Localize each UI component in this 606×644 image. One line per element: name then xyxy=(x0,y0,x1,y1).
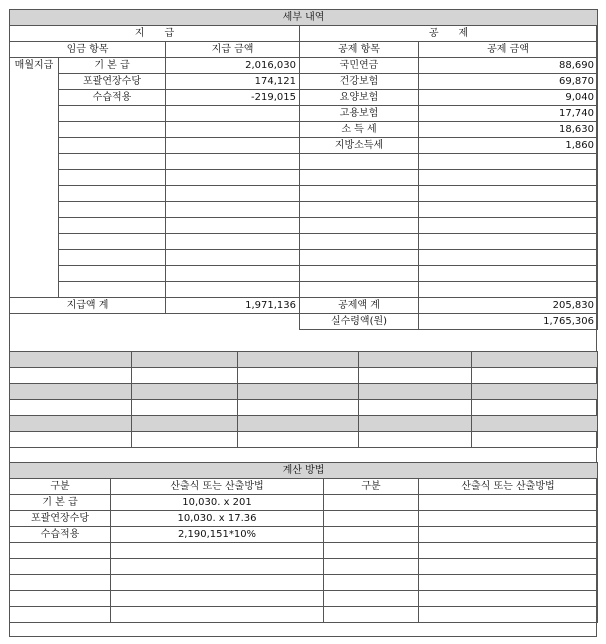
grid-cell xyxy=(359,384,472,400)
grid-cell xyxy=(10,368,132,384)
pay-item-name xyxy=(59,138,166,154)
pay-item-name: 기 본 급 xyxy=(59,58,166,74)
empty-cell xyxy=(59,250,166,266)
empty-cell xyxy=(324,559,419,575)
grid-cell xyxy=(10,352,132,368)
empty-cell xyxy=(419,186,598,202)
empty-cell xyxy=(59,154,166,170)
blank-area xyxy=(10,314,300,330)
empty-cell xyxy=(111,575,324,591)
grid-cell xyxy=(359,432,472,448)
empty-cell xyxy=(59,186,166,202)
deduct-header: 공 제 xyxy=(300,26,598,42)
deduct-item-name: 국민연금 xyxy=(300,58,419,74)
deduct-item-name: 요양보험 xyxy=(300,90,419,106)
empty-cell xyxy=(10,575,111,591)
grid-cell xyxy=(10,384,132,400)
calc-formula: 2,190,151*10% xyxy=(111,527,324,543)
grid-cell xyxy=(132,368,238,384)
empty-cell xyxy=(324,495,419,511)
empty-cell xyxy=(324,575,419,591)
empty-cell xyxy=(10,559,111,575)
empty-cell xyxy=(166,282,300,298)
pay-item-name xyxy=(59,122,166,138)
empty-cell xyxy=(419,527,598,543)
empty-cell xyxy=(300,250,419,266)
empty-cell xyxy=(419,495,598,511)
grid-cell xyxy=(238,368,359,384)
empty-cell xyxy=(10,591,111,607)
grid-cell xyxy=(238,384,359,400)
grid-cell xyxy=(472,432,598,448)
grid-cell xyxy=(132,400,238,416)
pay-item-amount: 2,016,030 xyxy=(166,58,300,74)
col-deduct-item: 공제 항목 xyxy=(300,42,419,58)
empty-cell xyxy=(300,266,419,282)
deduct-item-name: 고용보험 xyxy=(300,106,419,122)
monthly-label: 매월지급 xyxy=(10,58,59,298)
grid-cell xyxy=(359,352,472,368)
empty-cell xyxy=(324,607,419,623)
calc-kind: 포괄연장수당 xyxy=(10,511,111,527)
calc-table xyxy=(9,462,598,623)
empty-cell xyxy=(419,218,598,234)
grid-cell xyxy=(472,400,598,416)
empty-cell xyxy=(324,511,419,527)
empty-cell xyxy=(324,527,419,543)
empty-cell xyxy=(111,607,324,623)
grid-cell xyxy=(132,432,238,448)
grid-cell xyxy=(472,416,598,432)
grid-cell xyxy=(472,368,598,384)
empty-cell xyxy=(300,170,419,186)
empty-cell xyxy=(419,234,598,250)
deduct-item-name: 지방소득세 xyxy=(300,138,419,154)
calc-col-formula: 산출식 또는 산출방법 xyxy=(419,479,598,495)
net-pay-value: 1,765,306 xyxy=(419,314,598,330)
grid-cell xyxy=(10,432,132,448)
total-pay-label: 지급액 계 xyxy=(10,298,166,314)
calc-formula: 10,030. x 17.36 xyxy=(111,511,324,527)
empty-cell xyxy=(300,186,419,202)
empty-cell xyxy=(300,202,419,218)
empty-cell xyxy=(166,266,300,282)
empty-cell xyxy=(419,543,598,559)
empty-cell xyxy=(419,591,598,607)
total-deduct-value: 205,830 xyxy=(419,298,598,314)
col-pay-amount: 지급 금액 xyxy=(166,42,300,58)
deduct-item-amount: 88,690 xyxy=(419,58,598,74)
calc-formula: 10,030. x 201 xyxy=(111,495,324,511)
grid-cell xyxy=(359,400,472,416)
empty-cell xyxy=(166,202,300,218)
calc-col-formula: 산출식 또는 산출방법 xyxy=(111,479,324,495)
detail-table xyxy=(9,9,598,330)
empty-cell xyxy=(419,282,598,298)
grid-cell xyxy=(10,416,132,432)
pay-item-amount: -219,015 xyxy=(166,90,300,106)
empty-cell xyxy=(419,202,598,218)
grid-cell xyxy=(10,400,132,416)
empty-cell xyxy=(111,591,324,607)
empty-cell xyxy=(300,282,419,298)
calc-col-kind: 구분 xyxy=(10,479,111,495)
total-pay-value: 1,971,136 xyxy=(166,298,300,314)
empty-cell xyxy=(59,282,166,298)
empty-cell xyxy=(419,266,598,282)
empty-cell xyxy=(419,250,598,266)
detail-title: 세부 내역 xyxy=(10,10,598,26)
calc-kind: 기 본 급 xyxy=(10,495,111,511)
empty-cell xyxy=(59,218,166,234)
col-pay-item: 임금 항목 xyxy=(10,42,166,58)
empty-cell xyxy=(300,234,419,250)
empty-cell xyxy=(300,218,419,234)
grid-cell xyxy=(472,352,598,368)
empty-cell xyxy=(300,154,419,170)
grid-cell xyxy=(472,384,598,400)
empty-cell xyxy=(111,543,324,559)
empty-cell xyxy=(166,154,300,170)
grid-cell xyxy=(359,416,472,432)
col-deduct-amount: 공제 금액 xyxy=(419,42,598,58)
empty-cell xyxy=(324,543,419,559)
pay-item-amount xyxy=(166,138,300,154)
calc-col-kind: 구분 xyxy=(324,479,419,495)
grid-cell xyxy=(132,384,238,400)
grid-cell xyxy=(238,352,359,368)
deduct-item-amount: 9,040 xyxy=(419,90,598,106)
deduct-item-amount: 69,870 xyxy=(419,74,598,90)
grid-cell xyxy=(132,352,238,368)
deduct-item-amount: 18,630 xyxy=(419,122,598,138)
deduct-item-name: 소 득 세 xyxy=(300,122,419,138)
empty-cell xyxy=(166,250,300,266)
empty-cell xyxy=(59,266,166,282)
grid-cell xyxy=(132,416,238,432)
net-pay-label: 실수령액(원) xyxy=(300,314,419,330)
pay-item-amount: 174,121 xyxy=(166,74,300,90)
empty-cell xyxy=(166,186,300,202)
grid-cell xyxy=(238,400,359,416)
empty-cell xyxy=(324,591,419,607)
grid-cell xyxy=(359,368,472,384)
calc-kind: 수습적용 xyxy=(10,527,111,543)
empty-cell xyxy=(10,543,111,559)
total-deduct-label: 공제액 계 xyxy=(300,298,419,314)
pay-header: 지 급 xyxy=(10,26,300,42)
pay-item-name xyxy=(59,106,166,122)
empty-cell xyxy=(59,234,166,250)
empty-cell xyxy=(419,170,598,186)
deduct-item-amount: 1,860 xyxy=(419,138,598,154)
empty-cell xyxy=(419,559,598,575)
pay-item-amount xyxy=(166,122,300,138)
pay-item-name: 포괄연장수당 xyxy=(59,74,166,90)
empty-cell xyxy=(59,202,166,218)
pay-item-name: 수습적용 xyxy=(59,90,166,106)
blank-grid xyxy=(9,351,598,448)
empty-cell xyxy=(166,234,300,250)
grid-cell xyxy=(238,432,359,448)
empty-cell xyxy=(111,559,324,575)
grid-cell xyxy=(238,416,359,432)
calc-title: 계산 방법 xyxy=(10,463,598,479)
empty-cell xyxy=(166,218,300,234)
empty-cell xyxy=(419,607,598,623)
deduct-item-name: 건강보험 xyxy=(300,74,419,90)
empty-cell xyxy=(419,154,598,170)
empty-cell xyxy=(10,607,111,623)
empty-cell xyxy=(419,575,598,591)
empty-cell xyxy=(419,511,598,527)
pay-item-amount xyxy=(166,106,300,122)
empty-cell xyxy=(59,170,166,186)
empty-cell xyxy=(166,170,300,186)
deduct-item-amount: 17,740 xyxy=(419,106,598,122)
